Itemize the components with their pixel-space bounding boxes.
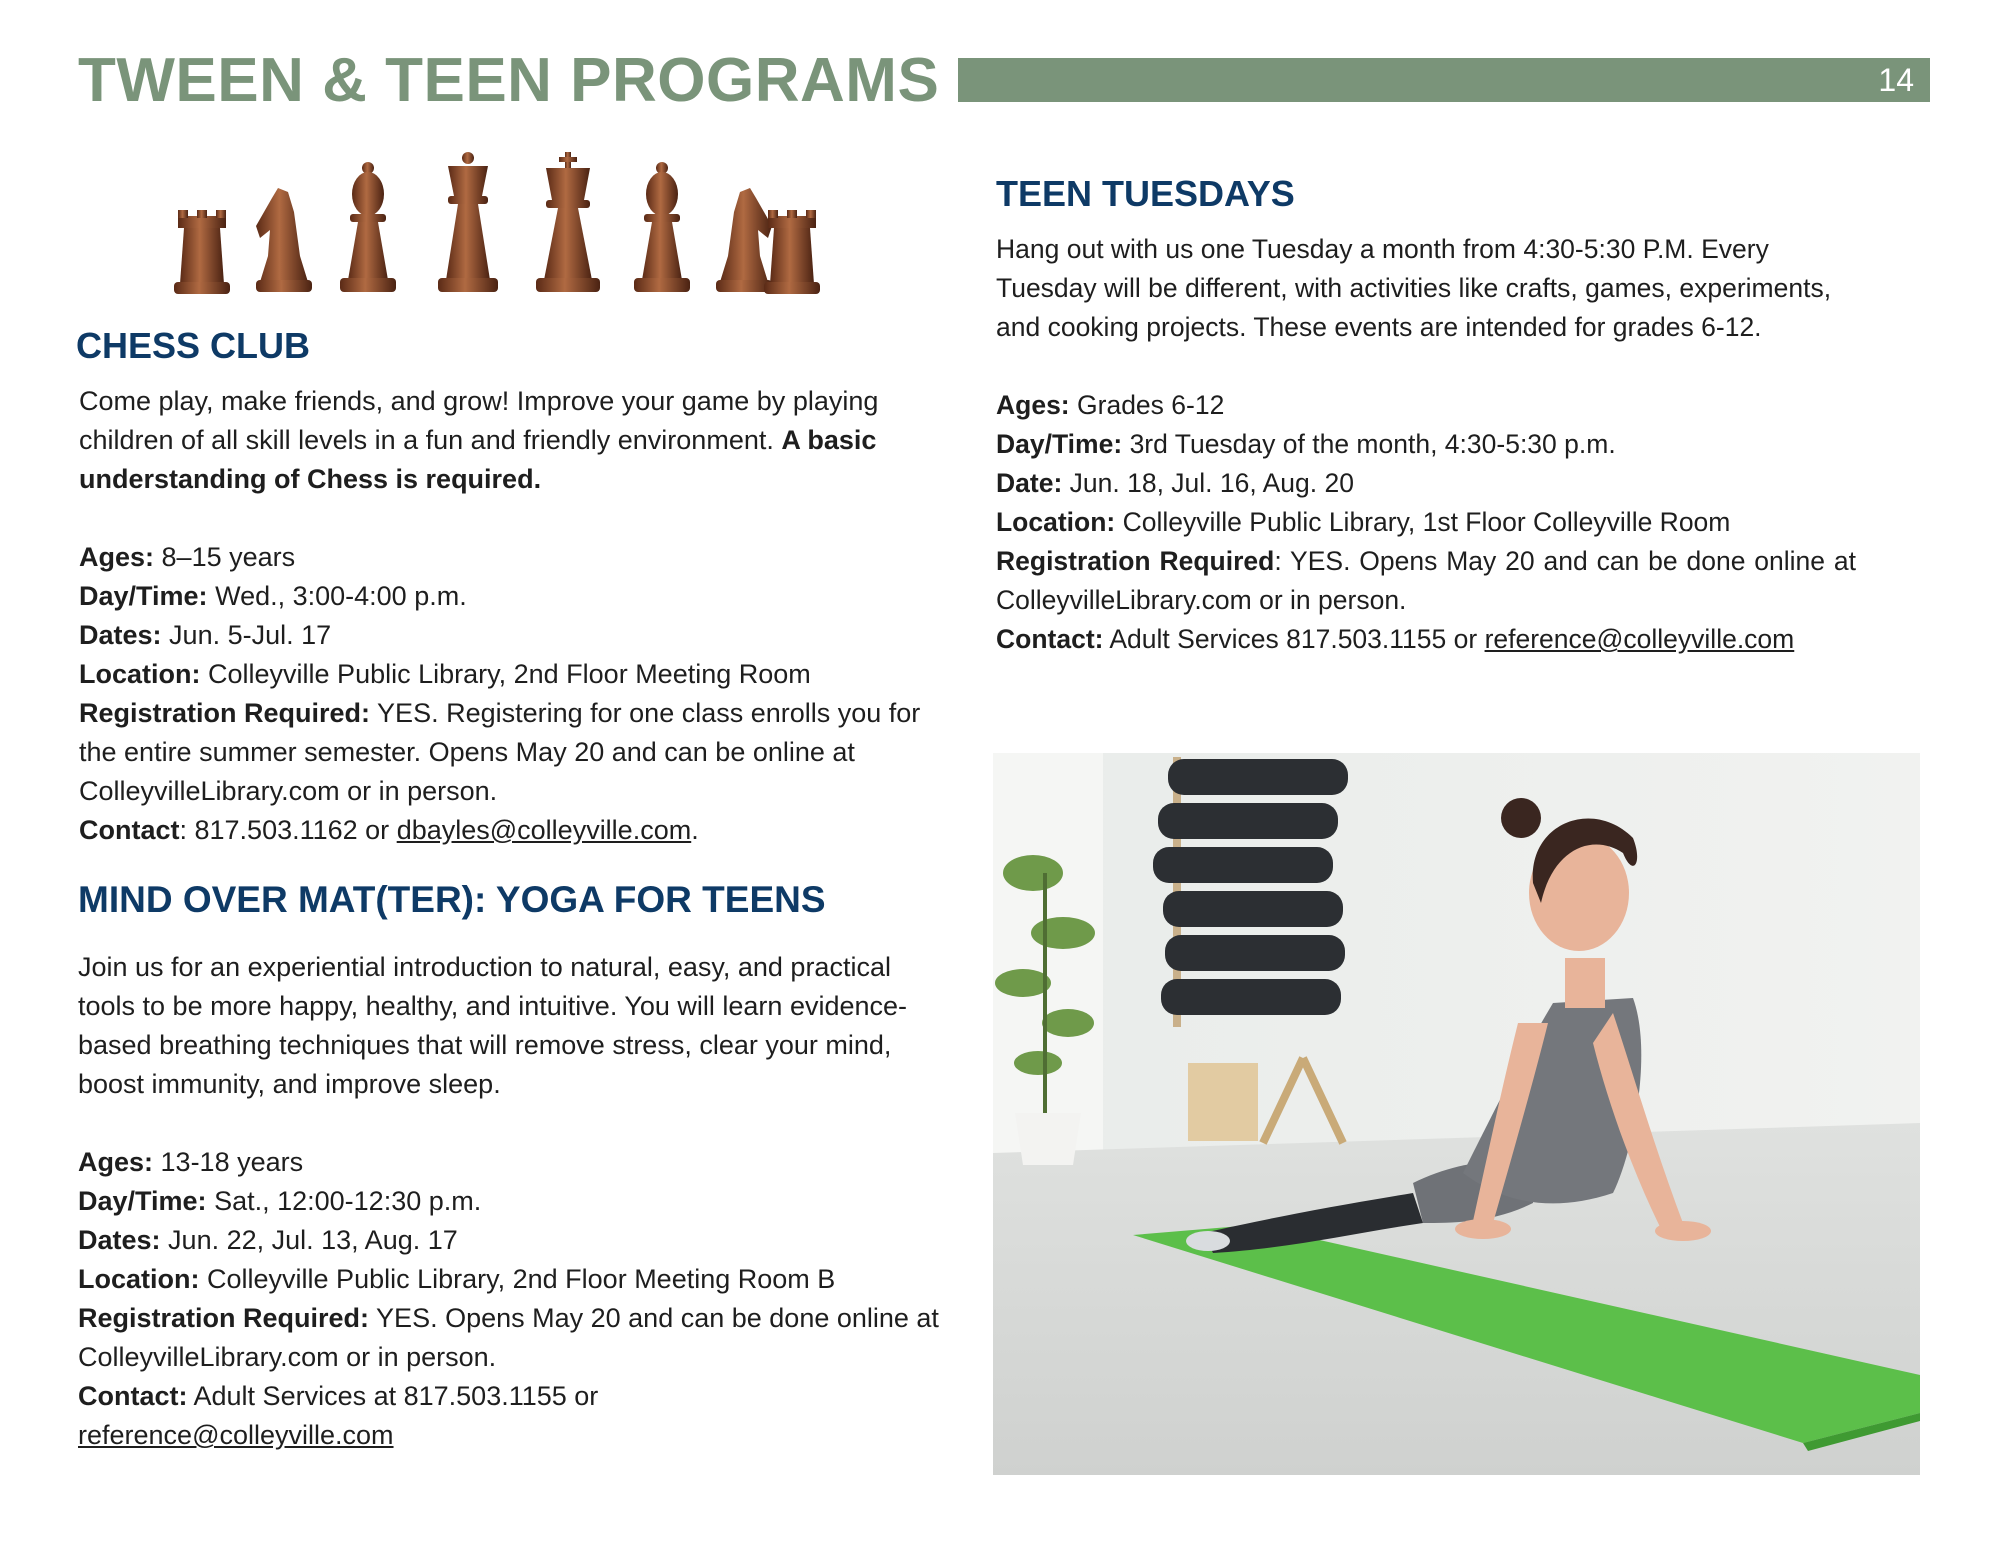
chess-pieces-image [172,152,822,297]
teen-tuesdays-contact: Contact: Adult Services 817.503.1155 or reference@colleyville.com [996,624,1795,654]
chess-club-location: Location: Colleyville Public Library, 2nd Floor Meeting Room [79,659,811,689]
chess-club-email-link[interactable]: dbayles@colleyville.com [396,815,692,845]
chess-club-body [79,382,939,850]
yoga-ages: Ages: 13-18 years [78,1147,304,1177]
yoga-dates: Dates: Jun. 22, Jul. 13, Aug. 17 [78,1225,458,1255]
teen-tuesdays-ages: Ages: Grades 6-12 [996,390,1225,420]
teen-tuesdays-date: Date: Jun. 18, Jul. 16, Aug. 20 [996,468,1354,498]
title-bar [958,58,1930,102]
yoga-photo [993,753,1920,1475]
yoga-title: MIND OVER MAT(TER): YOGA FOR TEENS [78,879,826,920]
yoga-body [78,948,948,1455]
yoga-daytime: Day/Time: Sat., 12:00-12:30 p.m. [78,1186,482,1216]
chess-club-contact: Contact: 817.503.1162 or dbayles@colleyville.com. [79,815,699,845]
yoga-contact: Contact: Adult Services at 817.503.1155 or reference@colleyville.com [78,1381,599,1450]
page-number: 14 [1878,62,1914,98]
chess-club-title: CHESS CLUB [76,325,311,366]
chess-club-daytime: Day/Time: Wed., 3:00-4:00 p.m. [79,581,467,611]
chess-club-dates: Dates: Jun. 5-Jul. 17 [79,620,332,650]
chess-club-ages: Ages: 8–15 years [79,542,296,572]
yoga-intro: Join us for an experiential introduction to natural, easy, and practical tools to be more happy, healthy, and intuitive. You will learn evidence-based breathing techniques that will remove stress, clear your mind, boost immunity, and improve sleep. [78,952,908,1099]
teen-tuesdays-daytime: Day/Time: 3rd Tuesday of the month, 4:30-5:30 p.m. [996,429,1616,459]
chess-club-intro: Come play, make friends, and grow! Improve your game by playing children of all skill levels in a fun and friendly environment. A basic understanding of Chess is required. [79,386,879,494]
teen-tuesdays-email-link[interactable]: reference@colleyville.com [1484,624,1795,654]
teen-tuesdays-body [996,230,1856,659]
yoga-email-link[interactable]: reference@colleyville.com [78,1420,394,1450]
yoga-registration: Registration Required: YES. Opens May 20 and can be done online at ColleyvilleLibrary.com or in person. [78,1303,939,1372]
page-title: TWEEN & TEEN PROGRAMS [78,46,940,115]
teen-tuesdays-intro: Hang out with us one Tuesday a month from 4:30-5:30 P.M. Every Tuesday will be different, with activities like crafts, games, experiments, and cooking projects. These events are intended for grades 6-12. [996,234,1832,342]
teen-tuesdays-registration: Registration Required: YES. Opens May 20 and can be done online at ColleyvilleLibrary.com or in person. [996,546,1856,615]
teen-tuesdays-title: TEEN TUESDAYS [996,173,1295,214]
chess-club-registration: Registration Required: YES. Registering for one class enrolls you for the entire summer semester. Opens May 20 and can be online at ColleyvilleLibrary.com or in person. [79,698,921,806]
teen-tuesdays-location: Location: Colleyville Public Library, 1st Floor Colleyville Room [996,507,1731,537]
yoga-location: Location: Colleyville Public Library, 2nd Floor Meeting Room B [78,1264,836,1294]
